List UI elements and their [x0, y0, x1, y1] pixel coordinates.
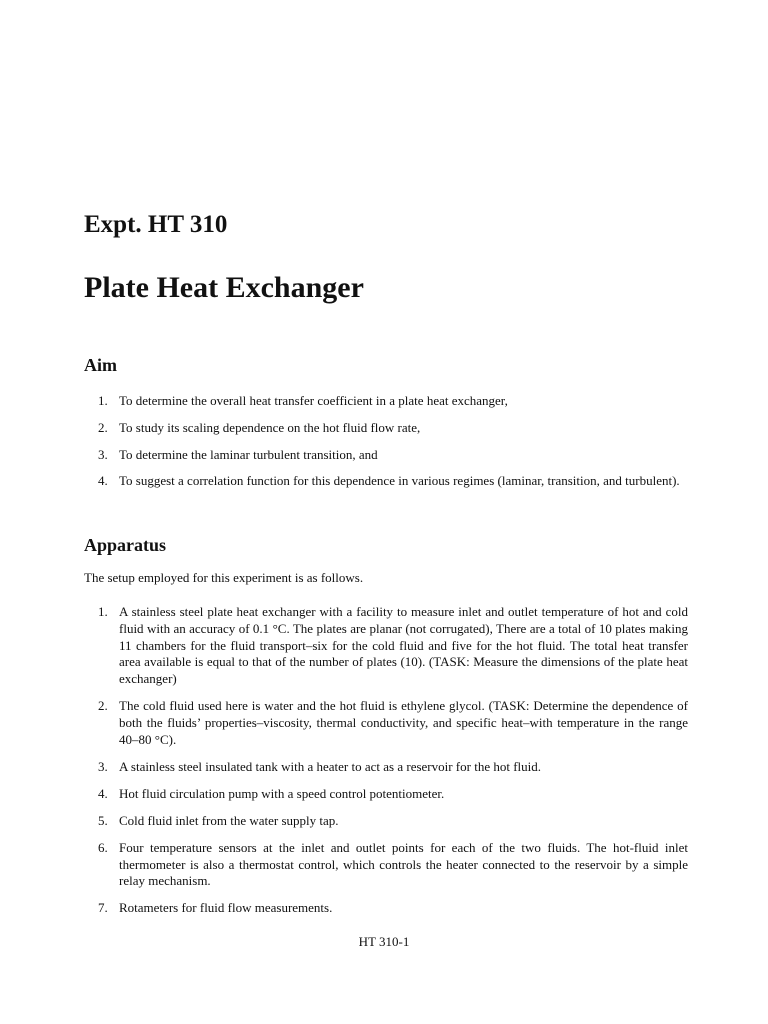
apparatus-item-1: [84, 604, 688, 688]
list-number: 7.: [98, 900, 108, 916]
list-number: 3.: [98, 446, 108, 462]
document-title: Plate Heat Exchanger: [84, 271, 364, 304]
page-footer: HT 310-1: [358, 934, 410, 949]
experiment-title: Expt. HT 310: [84, 211, 228, 238]
aim-item-4: [84, 473, 688, 490]
list-item-text: To suggest a correlation function for this dependence in various regimes (laminar, transition, and turbulent).: [119, 473, 680, 489]
aim-item-3: [84, 447, 688, 464]
list-number: 6.: [98, 839, 108, 855]
list-item-text: Hot fluid circulation pump with a speed control potentiometer.: [119, 785, 445, 801]
list-number: 4.: [98, 473, 108, 489]
list-item-text: Four temperature sensors at the inlet and outlet points for each of the two fluids. The hot-fluid inlet thermometer is also a thermostat control, which controls the heater connected to the reservoir by a simple relay mechanism.: [119, 839, 688, 889]
apparatus-item-5: [84, 813, 688, 830]
list-number: 3.: [98, 758, 108, 774]
list-item-text: To study its scaling dependence on the hot fluid flow rate,: [119, 419, 421, 435]
aim-item-2: [84, 420, 688, 437]
list-number: 2.: [98, 419, 108, 435]
apparatus-intro: The setup employed for this experiment is as follows.: [84, 570, 364, 585]
apparatus-heading: Apparatus: [84, 535, 167, 555]
list-number: 5.: [98, 812, 108, 828]
list-number: 1.: [98, 604, 108, 619]
list-item-text: The cold fluid used here is water and the hot fluid is ethylene glycol. (TASK: Determine the dependence of both the fluids’ properties–viscosity, thermal conductivity, and specific heat–with temperature in the range 40–80 °C).: [119, 698, 688, 747]
apparatus-item-6: [84, 840, 688, 890]
apparatus-item-3: [84, 759, 688, 776]
apparatus-item-2: [84, 698, 688, 748]
aim-heading: Aim: [84, 355, 117, 375]
list-item-text: A stainless steel insulated tank with a heater to act as a reservoir for the hot fluid.: [119, 758, 542, 774]
list-number: 2.: [98, 698, 108, 714]
list-item-text: Rotameters for fluid flow measurements.: [119, 900, 333, 916]
list-item-text: To determine the overall heat transfer coefficient in a plate heat exchanger,: [119, 393, 508, 408]
list-item-text: A stainless steel plate heat exchanger with a facility to measure inlet and outlet temperature of hot and cold fluid with an accuracy of 0.1 °C. The plates are planar (not corrugated), There are a total of 10 plates making 11 chambers for the fluid transport–six for the cold fluid and five for the hot fluid. The total heat transfer area available is equal to that of the number of plates (10). (TASK: Measure the dimensions of the plate heat exchanger): [119, 604, 688, 687]
aim-list: [84, 393, 688, 500]
apparatus-item-7: [84, 900, 688, 917]
list-number: 4.: [98, 785, 108, 801]
list-number: 1.: [98, 393, 108, 408]
apparatus-item-4: [84, 786, 688, 803]
list-item-text: Cold fluid inlet from the water supply tap.: [119, 812, 339, 828]
aim-item-1: [84, 393, 688, 410]
list-item-text: To determine the laminar turbulent transition, and: [119, 446, 378, 462]
apparatus-list: [84, 604, 688, 927]
